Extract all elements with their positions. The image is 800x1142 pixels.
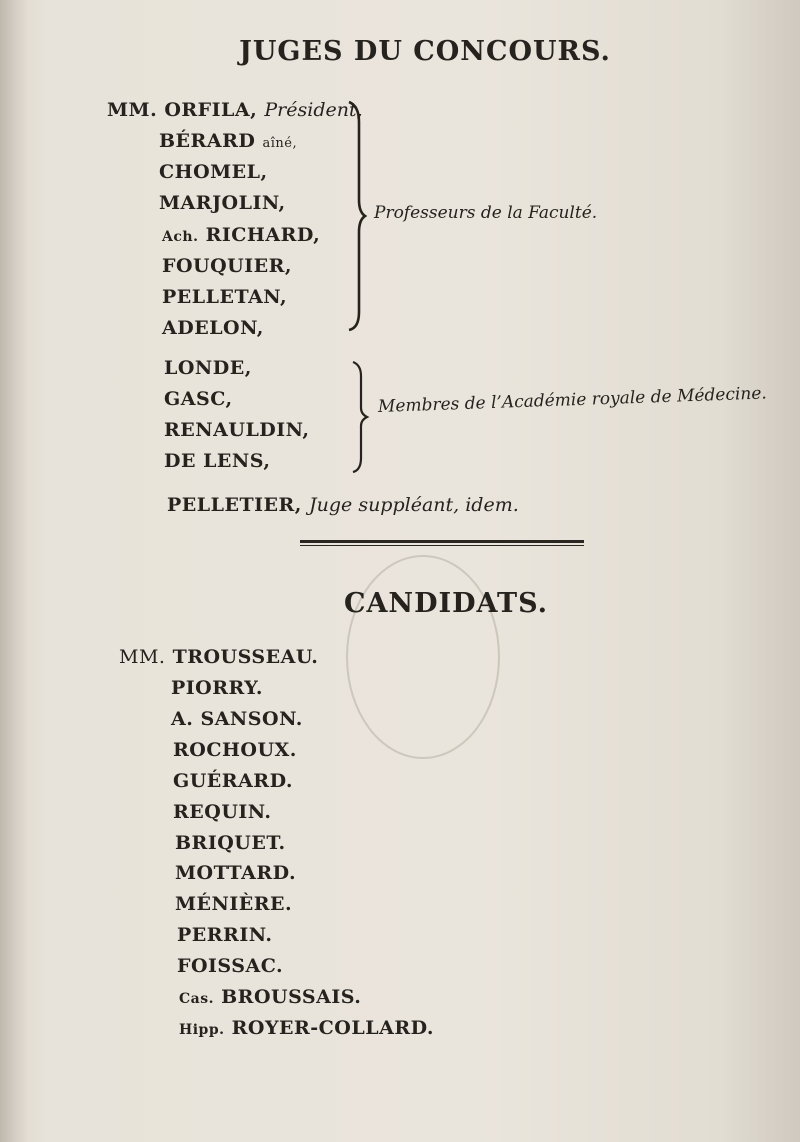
candidate-name: ROYER-COLLARD. — [231, 1017, 435, 1039]
candidate-line-5 — [173, 770, 293, 792]
judge-substitute — [167, 494, 519, 516]
judge-line-11 — [164, 419, 309, 441]
substitute-name: PELLETIER, — [167, 494, 302, 516]
group-label-professors: Professeurs de la Faculté. — [374, 203, 598, 223]
candidate-name: PIORRY. — [171, 677, 263, 699]
candidate-first-name: Hipp. — [179, 1022, 225, 1038]
page-edge-shadow — [0, 0, 28, 1142]
judge-line-3 — [159, 161, 268, 183]
judges-prefix: MM. — [107, 99, 158, 121]
candidate-name: ROCHOUX. — [173, 739, 297, 761]
candidate-line-4 — [173, 739, 297, 761]
section-divider — [300, 540, 584, 546]
candidate-line-11 — [177, 955, 283, 977]
candidate-name: MÉNIÈRE. — [175, 893, 293, 915]
brace-academy — [350, 360, 370, 474]
candidate-line-3 — [171, 708, 303, 730]
judge-line-1 — [107, 99, 363, 121]
group-label-academy: Membres de l’Académie royale de Médecine. — [377, 383, 768, 417]
judge-name: ADELON, — [162, 317, 264, 339]
judge-line-5 — [162, 224, 320, 246]
judge-line-9 — [164, 357, 252, 379]
candidate-first-name: Cas. — [179, 991, 214, 1007]
candidate-line-2 — [171, 677, 263, 699]
judge-name: RICHARD, — [205, 224, 321, 246]
judge-line-2 — [159, 130, 297, 152]
judge-line-10 — [164, 388, 233, 410]
candidate-name: MOTTARD. — [175, 862, 297, 884]
candidates-heading: CANDIDATS. — [343, 588, 549, 619]
judge-name: DE LENS, — [164, 450, 271, 472]
candidate-line-1 — [119, 646, 318, 668]
candidate-line-6 — [173, 801, 272, 823]
judge-name: BÉRARD — [159, 130, 256, 152]
substitute-role: Juge suppléant, idem. — [309, 494, 519, 516]
candidate-name: GUÉRARD. — [173, 770, 294, 792]
candidate-name: BROUSSAIS. — [221, 986, 362, 1008]
judge-name: MARJOLIN, — [159, 192, 286, 214]
judge-line-7 — [162, 286, 287, 308]
judge-name: FOUQUIER, — [162, 255, 293, 277]
judge-note: aîné, — [262, 136, 298, 151]
judge-first-name: Ach. — [162, 229, 199, 245]
judge-name: CHOMEL, — [159, 161, 268, 183]
judge-line-4 — [159, 192, 286, 214]
candidate-name: A. SANSON. — [171, 708, 303, 730]
candidate-name: FOISSAC. — [177, 955, 284, 977]
candidate-line-12 — [179, 986, 361, 1008]
candidate-name: PERRIN. — [177, 924, 273, 946]
judge-line-8 — [162, 317, 264, 339]
library-stamp — [346, 555, 500, 759]
candidate-name: BRIQUET. — [175, 832, 286, 854]
candidate-line-10 — [177, 924, 273, 946]
judge-name: LONDE, — [164, 357, 252, 379]
candidate-name: TROUSSEAU. — [172, 646, 319, 668]
candidate-line-7 — [175, 832, 286, 854]
brace-professors — [345, 100, 367, 332]
judges-heading: JUGES DU CONCOURS. — [239, 36, 611, 67]
candidate-name: REQUIN. — [173, 801, 272, 823]
judge-name: GASC, — [164, 388, 233, 410]
judge-line-12 — [164, 450, 270, 472]
candidate-line-9 — [175, 893, 292, 915]
judge-role: Président, — [264, 99, 363, 121]
candidate-line-13 — [179, 1017, 434, 1039]
judge-name: RENAULDIN, — [164, 419, 310, 441]
judge-name: ORFILA, — [164, 99, 258, 121]
judge-line-6 — [162, 255, 292, 277]
candidates-prefix: MM. — [119, 646, 166, 668]
candidate-line-8 — [175, 862, 296, 884]
judge-name: PELLETAN, — [162, 286, 288, 308]
